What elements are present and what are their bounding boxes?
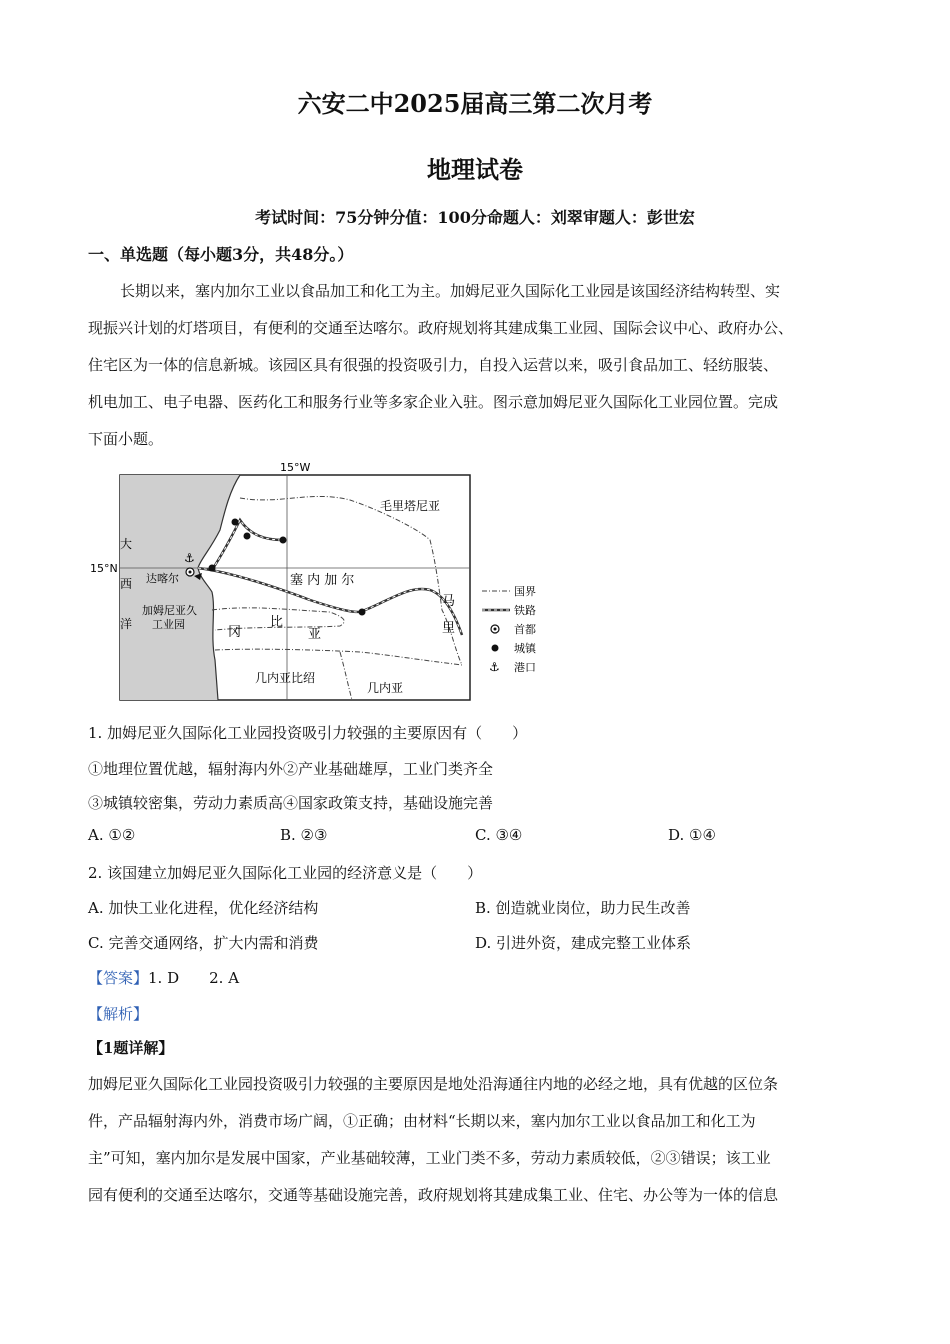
port-anchor-icon: ⚓ [184, 551, 195, 565]
town-marker [209, 565, 216, 572]
legend-capital: 首都 [514, 623, 536, 636]
analysis-line: 加姆尼亚久国际化工业园投资吸引力较强的主要原因是地处沿海通往内地的必经之地，具有优越的区位条 [88, 1075, 779, 1093]
question-1-statement: ③城镇较密集，劳动力素质高④国家政策支持，基础设施完善 [88, 794, 494, 812]
label-park: 工业园 [152, 618, 185, 631]
label-gambia: 冈 [228, 625, 242, 640]
question-1-stem: 1. 加姆尼亚久国际化工业园投资吸引力较强的主要原因有（ ） [88, 724, 528, 742]
q1-option-d[interactable]: D. ①④ [668, 826, 716, 844]
label-mali: 里 [442, 621, 456, 636]
svg-text:⚓: ⚓ [489, 660, 500, 674]
label-mauritania: 毛里塔尼亚 [380, 499, 441, 513]
question-2-stem: 2. 该国建立加姆尼亚久国际化工业园的经济意义是（ ） [88, 864, 483, 882]
analysis-line: 件，产品辐射海内外，消费市场广阔，①正确；由材料“长期以来，塞内加尔工业以食品加工和化工为 [88, 1112, 756, 1130]
q2-option-b[interactable]: B. 创造就业岗位，助力民生改善 [475, 899, 691, 917]
q1-option-b[interactable]: B. ②③ [280, 826, 328, 844]
town-marker [359, 609, 366, 616]
label-atlantic: 西 [120, 577, 133, 591]
legend-border: 国界 [514, 585, 536, 598]
legend-town: 城镇 [514, 642, 536, 655]
q1-option-a[interactable]: A. ①② [88, 826, 136, 844]
passage-line: 住宅区为一体的信息新城。该园区具有很强的投资吸引力，自投入运营以来，吸引食品加工、轻纺服装、 [88, 356, 779, 374]
label-gambia: 亚 [308, 627, 322, 642]
q1-option-c[interactable]: C. ③④ [475, 826, 523, 844]
town-marker [244, 533, 251, 540]
passage-line: 现振兴计划的灯塔项目，有便利的交通至达喀尔。政府规划将其建成集工业园、国际会议中心、政府办公、 [88, 319, 794, 337]
label-mali: 马 [442, 594, 456, 609]
label-guinea-bissau: 几内亚比绍 [255, 671, 316, 685]
town-marker [280, 537, 287, 544]
label-atlantic: 洋 [120, 617, 133, 631]
label-guinea: 几内亚 [367, 681, 404, 695]
legend-port: 港口 [514, 661, 536, 674]
label-park: 加姆尼亚久 [142, 604, 197, 617]
exam-info: 考试时间：75分钟分值：100分命题人：刘翠审题人：彭世宏 [255, 208, 695, 227]
label-atlantic: 大 [120, 537, 133, 551]
q2-option-d[interactable]: D. 引进外资，建成完整工业体系 [475, 934, 692, 952]
q2-option-a[interactable]: A. 加快工业化进程，优化经济结构 [88, 899, 319, 917]
map-legend [482, 585, 537, 674]
label-senegal: 塞 内 加 尔 [290, 573, 355, 588]
analysis-tag: 【解析】 [88, 1005, 149, 1023]
passage-line: 机电加工、电子电器、医药化工和服务行业等多家企业入驻。图示意加姆尼亚久国际化工业园位置。完成 [88, 393, 779, 411]
location-map [90, 460, 560, 705]
subject-title: 地理试卷 [427, 155, 523, 184]
answer-line [88, 967, 239, 988]
analysis-line: 主”可知，塞内加尔是发展中国家，产业基础较薄，工业门类不多，劳动力素质较低，②③错误；该工业 [88, 1149, 771, 1167]
q2-option-c[interactable]: C. 完善交通网络，扩大内需和消费 [88, 934, 319, 952]
town-marker [232, 519, 239, 526]
q1-detail-heading: 【1题详解】 [88, 1039, 174, 1057]
lat-label: 15°N [90, 562, 118, 575]
analysis-line: 园有便利的交通至达喀尔，交通等基础设施完善，政府规划将其建成集工业、住宅、办公等为一体的信息 [88, 1186, 779, 1204]
exam-title: 六安二中2025届高三第二次月考 [297, 89, 653, 118]
answer-tag: 【答案】 [88, 969, 149, 987]
question-1-statement: ①地理位置优越，辐射海内外②产业基础雄厚，工业门类齐全 [88, 760, 494, 778]
section-heading: 一、单选题（每小题3分，共48分。） [88, 245, 354, 264]
passage-line: 下面小题。 [88, 430, 164, 448]
label-dakar: 达喀尔 [146, 572, 179, 585]
answer-values: 1. D 2. A [148, 969, 240, 987]
legend-railway: 铁路 [514, 604, 536, 617]
label-gambia: 比 [270, 615, 284, 630]
passage-line: 长期以来，塞内加尔工业以食品加工和化工为主。加姆尼亚久国际化工业园是该国经济结构转型、实 [120, 282, 781, 300]
lon-label: 15°W [280, 461, 311, 474]
